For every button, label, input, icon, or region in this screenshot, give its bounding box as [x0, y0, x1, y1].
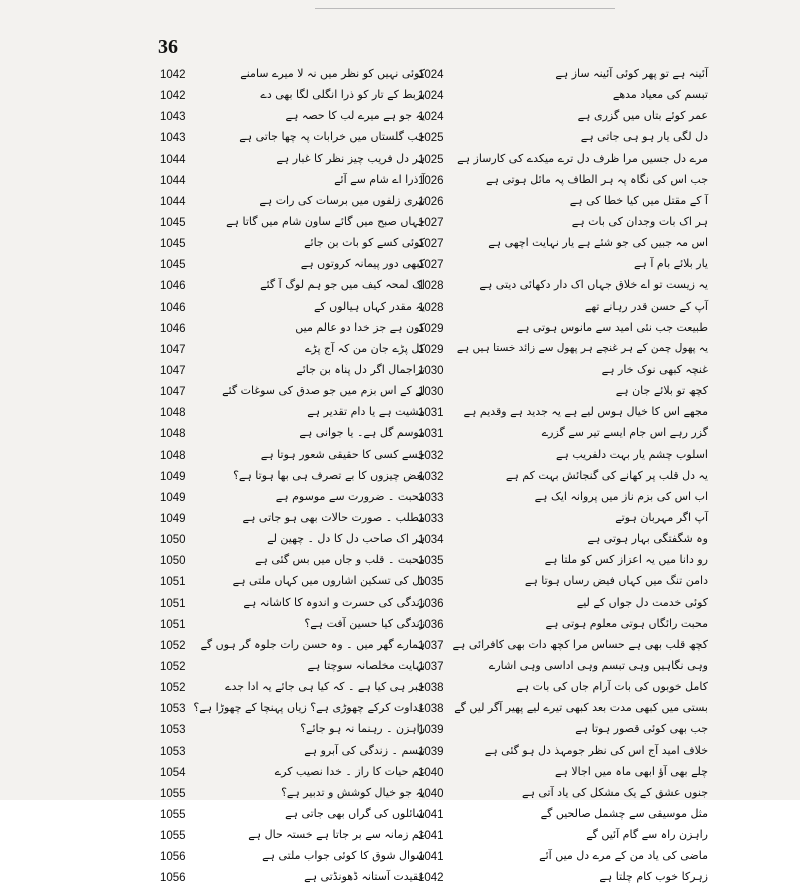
index-entry: [418, 827, 708, 848]
verse-text: آ ذرا اے شام سے آئے: [334, 172, 425, 186]
page-reference: 1032: [418, 449, 444, 462]
page-reference: 1044: [160, 195, 186, 208]
verse-text: یہ زیست تو اے خلاق جہاں اک دار دکھائی دیتی ہے: [479, 278, 708, 292]
index-entry: [418, 700, 708, 721]
verse-text: بربط کے تار کو ذرا انگلی لگا بھی دے: [260, 88, 425, 102]
verse-text: مثل موسیقی سے چشمل صالحیں گے: [540, 806, 708, 820]
page-reference: 1053: [160, 745, 186, 758]
index-entry: [160, 172, 425, 193]
index-entry: [418, 172, 708, 193]
index-entry: [418, 785, 708, 806]
verse-text: ہمارے گھر میں ۔ وہ حسن رات جلوہ گر ہوں گے: [200, 637, 425, 651]
index-entry: [160, 679, 425, 700]
verse-text: اک لمحہ کیف میں جو ہم لوگ آ گئے: [260, 278, 425, 292]
verse-text: ہر اک صاحب دل کا دل ۔ چھین لے: [267, 532, 425, 546]
right-column: [418, 66, 708, 890]
page-reference: 1045: [160, 238, 186, 251]
page-reference: 1040: [418, 766, 444, 779]
verse-text: جب اس کی نگاہ پہ ہر الطاف پہ مائل ہوتی ہے: [486, 172, 708, 186]
verse-text: تبسم کی معیاد مدھے: [612, 88, 708, 102]
verse-text: کامل خوبوں کی بات آرام جاں کی بات ہے: [516, 680, 708, 694]
page-reference: 1043: [160, 111, 186, 124]
page-reference: 1053: [160, 724, 186, 737]
index-entry: [160, 404, 425, 425]
page-reference: 1055: [160, 808, 186, 821]
index-entry: [160, 320, 425, 341]
verse-text: اس مہ جبیں کی جو شئے ہے یار نہایت اچھی ہے: [488, 236, 708, 250]
index-entry: [160, 785, 425, 806]
verse-text: راہزن راہ سے گام آئیں گے: [586, 828, 708, 842]
verse-text: کچھ قلب بھی ہے حساس مرا کچھ دات بھی کافرائی ہے: [452, 637, 708, 651]
index-entry: [160, 743, 425, 764]
index-entry: [160, 151, 425, 172]
index-entry: [418, 341, 708, 362]
verse-text: عداوت کرکے چھوڑی ہے؟ زیاں پہنچا کے چھوڑا ہے؟: [193, 701, 425, 715]
page-reference: 1036: [418, 618, 444, 631]
page-reference: 1037: [418, 639, 444, 652]
page-reference: 1027: [418, 259, 444, 272]
page-reference: 1046: [160, 322, 186, 335]
page-number: 36: [158, 36, 178, 58]
verse-text: زندگی کیا حسین آفت ہے؟: [304, 616, 425, 630]
index-entry: [418, 404, 708, 425]
index-entry: [160, 869, 425, 890]
verse-text: بستی میں کبھی مدت بعد کبھی تیرے لیے پھیر آگر لیں گے: [454, 701, 708, 715]
index-entry: [160, 658, 425, 679]
page-reference: 1054: [160, 766, 186, 779]
page-reference: 1045: [160, 216, 186, 229]
page-reference: 1052: [160, 639, 186, 652]
index-entry: [418, 658, 708, 679]
verse-text: آئینہ ہے تو پھر کوئی آئینہ ساز ہے: [555, 67, 708, 80]
page-reference: 1041: [418, 808, 444, 821]
verse-text: مرے دل جسیں مرا ظرف دل ترے میکدے کی کارساز ہے: [457, 151, 708, 165]
verse-text: عقیدت آستانہ ڈھونڈتی ہے: [304, 870, 425, 884]
verse-text: آپ اگر مہربان ہوتے: [615, 510, 708, 524]
index-entry: [418, 743, 708, 764]
index-entry: [160, 425, 425, 446]
verse-text: خبر ہی کیا ہے ۔ کہ کیا ہی جائے یہ ادا جدے: [225, 680, 425, 694]
verse-text: کوئی نہیں کو نظر میں نہ لا میرے سامنے: [240, 67, 425, 80]
verse-text: وہ شگفتگی بہار ہوتی ہے: [587, 532, 708, 546]
verse-text: یہ پھول چمن کے ہر غنچے ہر پھول سے زائد خستا ہیں ہے: [456, 341, 708, 354]
verse-text: ماضی کی یاد من کے مرے دل میں آئے: [539, 849, 708, 863]
verse-text: چلے بھی آؤ ابھی ماہ میں اجالا ہے: [554, 764, 708, 778]
verse-text: سائلوں کی گراں بھی جاتی ہے: [285, 806, 425, 820]
index-entry: [418, 573, 708, 594]
index-entry: [160, 362, 425, 383]
page-reference: 1047: [160, 386, 186, 399]
page-reference: 1055: [160, 787, 186, 800]
verse-text: راہزن ۔ رہنما نہ ہو جائے؟: [300, 722, 425, 736]
index-entry: [418, 214, 708, 235]
verse-text: تبسم ۔ زندگی کی آبرو ہے: [304, 743, 425, 757]
page-reference: 1044: [160, 153, 186, 166]
page-reference: 1051: [160, 597, 186, 610]
index-entry: [418, 320, 708, 341]
index-entry: [160, 299, 425, 320]
index-entry: [418, 151, 708, 172]
index-entry: [160, 531, 425, 552]
index-entry: [160, 193, 425, 214]
index-entry: [160, 256, 425, 277]
index-entry: [160, 595, 425, 616]
verse-text: جب بھی کوئی قصور ہوتا ہے: [575, 722, 708, 736]
index-entry: [160, 806, 425, 827]
index-entry: [418, 447, 708, 468]
index-entry: [418, 679, 708, 700]
verse-text: کوئی کسے کو بات بن جائے: [304, 236, 425, 250]
page-reference: 1035: [418, 576, 444, 589]
index-entry: [160, 616, 425, 637]
page-reference: 1051: [160, 618, 186, 631]
index-entry: [418, 510, 708, 531]
index-entry: [160, 573, 425, 594]
verse-text: کون ہے جز خدا دو عالم میں: [295, 320, 425, 334]
page-reference: 1043: [160, 132, 186, 145]
page-reference: 1024: [418, 90, 444, 103]
page-reference: 1046: [160, 280, 186, 293]
page-reference: 1044: [160, 174, 186, 187]
page-reference: 1056: [160, 872, 186, 885]
verse-text: مجھے اس کا خیال ہوس لیے ہے یہ جدید ہے وقدیم ہے: [463, 405, 708, 419]
verse-text: دامن تنگ میں کہاں فیض رساں ہوتا ہے: [524, 574, 708, 588]
page-reference: 1051: [160, 576, 186, 589]
index-entry: [160, 510, 425, 531]
index-entry: [418, 764, 708, 785]
verse-text: لے کے اس بزم میں جو صدق کی سوغات گئے: [222, 384, 425, 398]
index-entry: [418, 277, 708, 298]
verse-text: کچھ تو بلائے جان ہے: [615, 384, 708, 398]
page-reference: 1026: [418, 195, 444, 208]
page-reference: 1038: [418, 682, 444, 695]
page-reference: 1025: [418, 153, 444, 166]
index-entry: [418, 256, 708, 277]
index-entry: [418, 552, 708, 573]
verse-text: زہرکا خوب کام چلتا ہے: [599, 870, 708, 884]
verse-text: کل پڑے جان من کہ آج پڑے: [304, 341, 425, 355]
verse-text: موسم گل ہے۔ یا جوانی ہے: [299, 426, 425, 440]
index-entry: [418, 299, 708, 320]
verse-text: جب گلستاں میں خرابات پہ چھا جاتی ہے: [239, 130, 425, 144]
index-entry: [160, 764, 425, 785]
page-reference: 1036: [418, 597, 444, 610]
index-entry: [160, 721, 425, 742]
index-entry: [418, 869, 708, 890]
index-entry: [418, 193, 708, 214]
page-reference: 1030: [418, 364, 444, 377]
left-column: [160, 66, 425, 890]
verse-text: مطلب ۔ صورت حالات بھی ہو جاتی ہے: [242, 510, 425, 524]
page-reference: 1024: [418, 111, 444, 124]
index-entry: [160, 277, 425, 298]
page-reference: 1049: [160, 491, 186, 504]
index-entry: [160, 235, 425, 256]
verse-text: گزر رہے اس جام ایسے تیر سے گزرے: [541, 426, 708, 440]
index-entry: [160, 447, 425, 468]
verse-text: وہی نگاہیں وہی تبسم وہی اداسی وہی اشارے: [488, 658, 708, 672]
page-reference: 1031: [418, 428, 444, 441]
verse-text: آ کے مقتل میں کیا خطا کی ہے: [569, 193, 708, 207]
verse-text: نہایت مخلصانہ سوچتا ہے: [307, 658, 425, 672]
verse-text: محبت رائگاں ہوتی معلوم ہوتی ہے: [545, 616, 708, 630]
page-reference: 1027: [418, 216, 444, 229]
page-reference: 1047: [160, 364, 186, 377]
verse-text: اب اس کی بزم ناز میں پروانہ ایک ہے: [534, 489, 708, 503]
page-reference: 1027: [418, 238, 444, 251]
page-reference: 1042: [160, 90, 186, 103]
verse-text: ہر اک بات وجدان کی بات ہے: [571, 214, 708, 228]
page-reference: 1034: [418, 534, 444, 547]
verse-text: طبیعت جب نئی امید سے مانوس ہوتی ہے: [516, 320, 708, 334]
page-reference: 1055: [160, 830, 186, 843]
verse-text: دل کی تسکین اشاروں میں کہاں ملتی ہے: [232, 574, 425, 588]
page-reference: 1041: [418, 830, 444, 843]
page-reference: 1029: [418, 343, 444, 356]
verse-text: تراجمال اگر دل پناہ بن جائے: [296, 362, 425, 376]
page-reference: 1033: [418, 512, 444, 525]
index-entry: [160, 129, 425, 150]
index-entry: [418, 637, 708, 658]
index-entry: [418, 87, 708, 108]
verse-text: یہ مقدر کہاں ہیالوں کے: [313, 299, 425, 313]
page-reference: 1037: [418, 660, 444, 673]
index-entry: [418, 425, 708, 446]
page-reference: 1047: [160, 343, 186, 356]
page-reference: 1031: [418, 407, 444, 420]
index-entry: [160, 552, 425, 573]
verse-text: محبت ۔ قلب و جاں میں بس گئی ہے: [254, 553, 425, 567]
page-reference: 1033: [418, 491, 444, 504]
page-reference: 1029: [418, 322, 444, 335]
page-reference: 1038: [418, 703, 444, 716]
verse-text: یار بلائے بام آ ہے: [633, 257, 708, 271]
index-entry: [418, 531, 708, 552]
index-entry: [160, 848, 425, 869]
page-reference: 1028: [418, 301, 444, 314]
verse-text: زندگی کی حسرت و اندوہ کا کاشانہ ہے: [243, 595, 425, 609]
page-reference: 1053: [160, 703, 186, 716]
verse-text: کوئی خدمت دل جواں کے لیے: [576, 595, 708, 609]
index-entry: [418, 489, 708, 510]
index-entry: [160, 383, 425, 404]
page-reference: 1040: [418, 787, 444, 800]
page-reference: 1049: [160, 512, 186, 525]
index-entry: [418, 848, 708, 869]
page-reference: 1045: [160, 259, 186, 272]
index-entry: [418, 383, 708, 404]
verse-text: مشیت ہے یا دام تقدیر ہے: [307, 405, 425, 419]
index-entry: [418, 721, 708, 742]
index-entry: [418, 66, 708, 87]
verse-text: اسلوب چشم یار بہت دلفریب ہے: [555, 447, 708, 461]
page-reference: 1041: [418, 851, 444, 864]
page-reference: 1052: [160, 660, 186, 673]
index-entry: [418, 806, 708, 827]
page-reference: 1042: [418, 872, 444, 885]
index-entry: [418, 616, 708, 637]
verse-text: یہ جو خیال کوشش و تدبیر ہے؟: [281, 785, 425, 799]
page-reference: 1052: [160, 682, 186, 695]
index-entry: [160, 87, 425, 108]
verse-text: بعض چیزوں کا بے تصرف ہی بھا ہوتا ہے؟: [233, 468, 425, 482]
index-entry: [418, 595, 708, 616]
page-reference: 1042: [160, 69, 186, 81]
index-entry: [160, 66, 425, 87]
page-reference: 1056: [160, 851, 186, 864]
index-entry: [160, 637, 425, 658]
index-entry: [418, 468, 708, 489]
verse-text: خلاف امید آج اس کی نظر جومہذ دل ہو گئی ہے: [484, 743, 708, 757]
page-reference: 1026: [418, 174, 444, 187]
index-entry: [160, 108, 425, 129]
page-reference: 1048: [160, 428, 186, 441]
page-reference: 1048: [160, 449, 186, 462]
page-reference: 1030: [418, 386, 444, 399]
verse-text: جہاں صبح میں گائے ساون شام میں گاتا ہے: [226, 214, 425, 228]
page-reference: 1049: [160, 470, 186, 483]
verse-text: جنوں عشق کے یک مشکل کی یاد آتی ہے: [522, 785, 708, 799]
top-edge-rule: [315, 8, 615, 9]
page-reference: 1050: [160, 534, 186, 547]
verse-text: غنچہ کبھی نوک خار ہے: [601, 362, 708, 376]
verse-text: رو دانا میں یہ اعزاز کس کو ملتا ہے: [544, 553, 708, 567]
page-reference: 1039: [418, 745, 444, 758]
verse-text: کبھی دور پیمانہ کروتوں ہے: [300, 257, 425, 271]
index-entry: [418, 362, 708, 383]
index-entry: [418, 108, 708, 129]
index-entry: [160, 489, 425, 510]
index-entry: [418, 129, 708, 150]
index-entry: [160, 827, 425, 848]
verse-text: آپ کے حسن قدر رہانے تھے: [584, 299, 708, 313]
page-reference: 1050: [160, 555, 186, 568]
page-reference: 1024: [418, 69, 444, 81]
verse-text: غم حیات کا راز ۔ خدا نصیب کرے: [274, 764, 425, 778]
page-reference: 1035: [418, 555, 444, 568]
index-entry: [160, 214, 425, 235]
page-reference: 1048: [160, 407, 186, 420]
index-entry: [160, 700, 425, 721]
verse-text: یہ دل قلب پر کھانے کی گنجائش بہت کم ہے: [505, 468, 708, 482]
page-reference: 1032: [418, 470, 444, 483]
verse-text: ہر دل فریب چیز نظر کا غبار ہے: [276, 151, 425, 165]
index-entry: [418, 235, 708, 256]
verse-text: یہ جو ہے میرے لب کا حصہ ہے: [285, 109, 425, 123]
verse-text: تیری زلفوں میں برسات کی رات ہے: [259, 193, 425, 207]
verse-text: دل لگی یار ہو ہی جاتی ہے: [580, 130, 708, 144]
verse-text: سوال شوق کا کوئی جواب ملتی ہے: [262, 849, 425, 863]
verse-text: محبت ۔ ضرورت سے موسوم ہے: [275, 489, 425, 503]
index-entry: [160, 341, 425, 362]
index-entry: [160, 468, 425, 489]
page-reference: 1039: [418, 724, 444, 737]
verse-text: عمر کوئے بتاں میں گزری ہے: [577, 109, 708, 123]
verse-text: غم زمانہ سے بر جاتا ہے خستہ حال ہے: [248, 828, 425, 842]
page-reference: 1028: [418, 280, 444, 293]
page-reference: 1046: [160, 301, 186, 314]
page-reference: 1025: [418, 132, 444, 145]
verse-text: جسے کسی کا حقیقی شعور ہوتا ہے: [260, 447, 425, 461]
